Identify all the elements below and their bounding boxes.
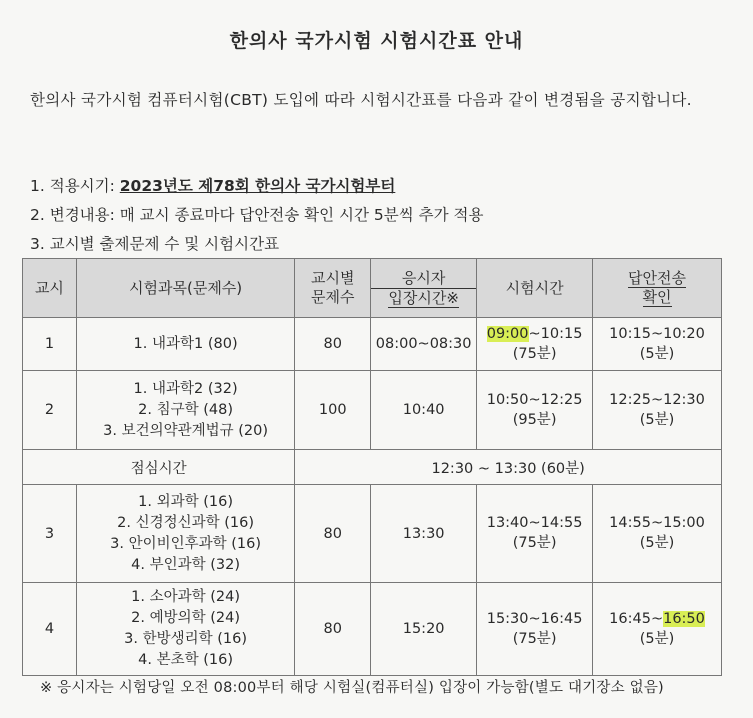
entry-cell: 10:40 <box>371 371 477 450</box>
header-count-line1: 교시별 <box>310 269 355 287</box>
item-change-content: 2. 변경내용: 매 교시 종료마다 답안전송 확인 시간 5분씩 추가 적용 <box>30 206 484 224</box>
count-cell: 80 <box>295 583 371 676</box>
subject-item: 2. 침구학 (48) <box>138 401 234 418</box>
time-cell <box>477 318 593 371</box>
lunch-row <box>23 450 722 485</box>
subjects-cell <box>76 583 294 676</box>
confirm-range: 14:55~15:00 <box>609 515 705 531</box>
header-entry <box>371 259 477 318</box>
count-cell: 80 <box>295 485 371 583</box>
confirm-duration: (5분) <box>639 630 675 647</box>
subject-item: 3. 보건의약관계법규 (20) <box>103 422 269 439</box>
header-period: 교시 <box>23 259 77 318</box>
subject-item: 3. 안이비인후과학 (16) <box>110 535 262 552</box>
item1-value: 2023년도 제78회 한의사 국가시험부터 <box>119 177 396 195</box>
subject-item: 4. 부인과학 (32) <box>131 556 241 573</box>
header-count <box>295 259 371 318</box>
header-subjects: 시험과목(문제수) <box>76 259 294 318</box>
table-row <box>23 485 722 583</box>
subject-item: 1. 외과학 (16) <box>138 493 234 510</box>
time-duration: (75분) <box>512 535 557 551</box>
header-confirm-line2: 확인 <box>642 288 672 306</box>
subject-item: 1. 내과학1 (80) <box>133 335 238 352</box>
lunch-time: 12:30 ~ 13:30 (60분) <box>295 450 722 485</box>
count-cell: 100 <box>295 371 371 450</box>
table-row <box>23 583 722 676</box>
entry-cell: 08:00~08:30 <box>371 318 477 371</box>
subject-item: 1. 내과학2 (32) <box>133 380 238 397</box>
item1-prefix: 1. 적용시기: <box>30 177 120 195</box>
table-row <box>23 318 722 371</box>
subject-item: 2. 예방의학 (24) <box>131 610 241 626</box>
time-start-highlight: 09:00 <box>486 325 529 342</box>
header-entry-line2: 입장시간※ <box>388 288 459 307</box>
header-confirm-line1: 답안전송 <box>628 269 687 287</box>
confirm-cell <box>593 318 722 371</box>
subjects-cell <box>76 485 294 583</box>
table-row <box>23 371 722 450</box>
period-cell: 1 <box>23 318 77 371</box>
subject-item: 4. 본초학 (16) <box>138 652 234 668</box>
subjects-cell <box>76 318 294 371</box>
header-time: 시험시간 <box>477 259 593 318</box>
subjects-cell <box>76 371 294 450</box>
entry-cell: 13:30 <box>371 485 477 583</box>
confirm-cell <box>593 485 722 583</box>
confirm-duration: (5분) <box>639 411 675 428</box>
time-duration: (75분) <box>512 630 557 647</box>
count-cell: 80 <box>295 318 371 371</box>
confirm-range: 12:25~12:30 <box>609 391 705 408</box>
time-rest: ~10:15 <box>528 325 583 342</box>
header-count-line2: 문제수 <box>310 288 355 306</box>
confirm-start: 16:45~ <box>609 610 664 627</box>
time-cell <box>477 583 593 676</box>
confirm-range: 10:15~10:20 <box>609 325 705 342</box>
subject-item: 1. 소아과학 (24) <box>131 589 241 605</box>
confirm-duration: (5분) <box>639 345 675 362</box>
time-range: 10:50~12:25 <box>486 391 583 408</box>
intro-paragraph: 한의사 국가시험 컴퓨터시험(CBT) 도입에 따라 시험시간표를 다음과 같이 변경됨을 공지합니다. <box>30 91 692 109</box>
time-range: 13:40~14:55 <box>486 515 583 531</box>
footnote: ※ 응시자는 시험당일 오전 08:00부터 해당 시험실(컴퓨터실) 입장이 가능함(별도 대기장소 없음) <box>40 680 664 696</box>
page-title: 한의사 국가시험 시험시간표 안내 <box>229 30 524 52</box>
entry-cell: 15:20 <box>371 583 477 676</box>
item-schedule-heading: 3. 교시별 출제문제 수 및 시험시간표 <box>30 235 280 253</box>
confirm-end-highlight: 16:50 <box>663 610 705 627</box>
item-effective-date <box>30 172 483 201</box>
lunch-label: 점심시간 <box>23 450 295 485</box>
header-confirm <box>593 259 722 318</box>
subject-item: 2. 신경정신과학 (16) <box>117 514 255 531</box>
notice-items <box>30 172 483 259</box>
exam-schedule-table <box>22 258 722 676</box>
table-header-row <box>23 259 722 318</box>
time-duration: (95분) <box>512 411 557 428</box>
confirm-duration: (5분) <box>639 535 675 551</box>
time-cell <box>477 485 593 583</box>
time-duration: (75분) <box>512 345 557 362</box>
subject-item: 3. 한방생리학 (16) <box>124 631 248 647</box>
confirm-cell <box>593 583 722 676</box>
period-cell: 3 <box>23 485 77 583</box>
time-cell <box>477 371 593 450</box>
time-range: 15:30~16:45 <box>486 610 583 627</box>
period-cell: 4 <box>23 583 77 676</box>
period-cell: 2 <box>23 371 77 450</box>
header-entry-line1: 응시자 <box>371 269 476 289</box>
confirm-cell <box>593 371 722 450</box>
